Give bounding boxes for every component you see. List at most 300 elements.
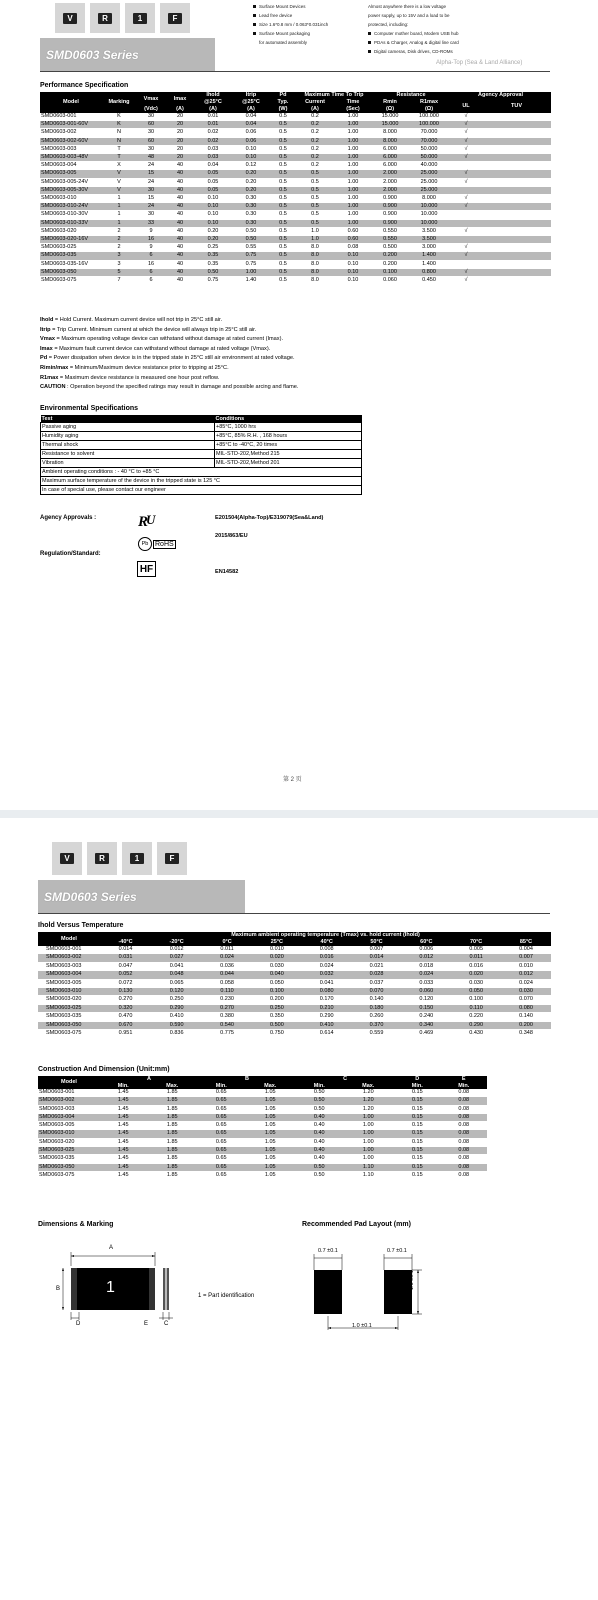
logo-r-text: R: [95, 853, 109, 864]
dim-max-header: Max.: [244, 1083, 296, 1090]
table-cell: 70.000: [408, 129, 450, 137]
table-row: [40, 154, 551, 162]
table-cell: 0.050: [451, 988, 501, 996]
r1max-unit: (Ω): [408, 106, 450, 113]
table-cell: 0.047: [100, 962, 151, 970]
table-cell: 0.2: [296, 129, 334, 137]
table-cell: SMD0603-025: [38, 1004, 100, 1012]
table-cell: [482, 137, 551, 145]
table-cell: 20: [166, 121, 194, 129]
table-cell: 2.000: [372, 178, 408, 186]
alliance-text: Alpha-Top (Sea & Land Alliance): [436, 60, 523, 66]
table-cell: 1.85: [146, 1113, 198, 1121]
table-cell: 0.250: [151, 996, 202, 1004]
table-cell: 0.25: [194, 244, 232, 252]
table-cell: 0.5: [270, 277, 296, 285]
table-cell: SMD0603-001: [38, 1089, 100, 1097]
table-cell: 1.45: [100, 1163, 146, 1171]
note-definition: = Minimum/Maximum device resistance prior to tripping at 25°C.: [69, 364, 229, 371]
table-row: [38, 1122, 487, 1130]
bullet-icon: [253, 23, 256, 26]
feature-item: [253, 20, 328, 29]
table-cell: 0.011: [202, 946, 252, 954]
table-cell: 40: [166, 170, 194, 178]
table-cell: 0.270: [100, 996, 151, 1004]
table-cell: [482, 244, 551, 252]
bullet-icon: [368, 50, 371, 53]
bullet-icon: [368, 41, 371, 44]
table-cell: 15.000: [372, 113, 408, 121]
dimension-table-body: [38, 1089, 487, 1180]
imax-unit: (A): [166, 106, 194, 113]
table-cell: 1.00: [334, 170, 372, 178]
environmental-table: [40, 415, 362, 495]
table-cell: 40: [166, 277, 194, 285]
table-cell: 1.85: [146, 1147, 198, 1155]
pad-width-right: 0.7 ±0.1: [387, 1248, 407, 1254]
table-cell: 2: [102, 227, 136, 235]
table-cell: 0.290: [151, 1004, 202, 1012]
table-cell: 0.016: [302, 954, 352, 962]
note-term: Imax: [40, 345, 53, 352]
note-term: Vmax: [40, 336, 55, 343]
table-cell: 9: [136, 244, 166, 252]
feature-item: [253, 11, 328, 20]
pad-layout-title: Recommended Pad Layout (mm): [302, 1221, 411, 1228]
table-cell: 0.006: [401, 946, 451, 954]
table-cell: 3: [102, 252, 136, 260]
table-cell: SMD0603-003-48V: [40, 154, 102, 162]
note-definition: = Hold Current. Maximum current device will not trip in 25°C still air.: [54, 317, 223, 323]
table-cell: 1.05: [244, 1097, 296, 1105]
table-cell: 20: [166, 137, 194, 145]
table-cell: T: [102, 154, 136, 162]
table-cell: +85°C, 1000 hrs: [215, 423, 362, 432]
table-cell: 0.320: [100, 1004, 151, 1012]
dim-label-d: D: [76, 1321, 81, 1327]
table-cell: 0.037: [352, 979, 402, 987]
logo-f: [157, 842, 187, 875]
table-cell: 0.230: [202, 996, 252, 1004]
table-cell: 0.041: [302, 979, 352, 987]
environmental-table-body: [41, 423, 362, 495]
table-cell: 0.2: [296, 162, 334, 170]
table-cell: 0.15: [394, 1138, 440, 1146]
table-cell: 1.00: [342, 1155, 394, 1163]
table-cell: 2.000: [372, 170, 408, 178]
table-cell: 1.45: [100, 1089, 146, 1097]
table-cell: 0.20: [232, 186, 270, 194]
table-cell: 40: [166, 236, 194, 244]
table-row: [38, 962, 551, 970]
table-row: [40, 211, 551, 219]
table-cell: 40: [166, 244, 194, 252]
table-cell: 0.50: [194, 268, 232, 276]
table-cell: SMD0603-035-16V: [40, 260, 102, 268]
table-cell: 0.5: [270, 186, 296, 194]
table-cell: [450, 219, 482, 227]
table-row: [41, 423, 362, 432]
table-cell: 0.130: [100, 988, 151, 996]
table-row: [38, 946, 551, 954]
table-cell: 0.35: [194, 260, 232, 268]
table-cell: 0.5: [296, 186, 334, 194]
table-cell: 1.00: [342, 1147, 394, 1155]
table-cell: 0.350: [252, 1013, 302, 1021]
table-cell: 0.40: [296, 1122, 342, 1130]
svg-text:U: U: [146, 513, 156, 527]
temp-col-header: 25°C: [252, 939, 302, 946]
table-cell: 0.20: [232, 170, 270, 178]
table-cell: 0.450: [408, 277, 450, 285]
table-cell: 0.5: [270, 203, 296, 211]
table-cell: 0.15: [394, 1147, 440, 1155]
table-cell: 8.0: [296, 277, 334, 285]
table-cell: 0.08: [441, 1113, 488, 1121]
table-cell: SMD0603-002-60V: [40, 137, 102, 145]
table-cell: 1.400: [408, 252, 450, 260]
table-row: [38, 1147, 487, 1155]
table-cell: 0.348: [501, 1030, 551, 1038]
feature-text: for automated assembly: [259, 40, 308, 45]
table-cell: 15: [136, 195, 166, 203]
table-cell: 0.5: [296, 211, 334, 219]
table-cell: 0.5: [270, 121, 296, 129]
table-cell: 0.5: [270, 154, 296, 162]
datasheet-page-2: [0, 818, 598, 1600]
table-cell: X: [102, 162, 136, 170]
table-cell: 0.30: [232, 203, 270, 211]
table-cell: SMD0603-025: [38, 1147, 100, 1155]
performance-title: Performance Specification: [40, 82, 129, 89]
table-cell: 0.20: [194, 227, 232, 235]
pad-width-left: 0.7 ±0.1: [318, 1248, 338, 1254]
table-cell: 0.007: [352, 946, 402, 954]
table-cell: SMD0603-010: [38, 1130, 100, 1138]
table-cell: 0.30: [232, 211, 270, 219]
table-row: [38, 996, 551, 1004]
table-cell: [482, 145, 551, 153]
dim-group-header: E: [441, 1076, 488, 1083]
note-line: [40, 326, 298, 336]
ihold-temp-title: [38, 922, 123, 929]
table-cell: 0.12: [232, 162, 270, 170]
note-definition: = Trip Current. Minimum current at which the device will always trip in 25°C still air.: [52, 326, 257, 333]
table-cell: 40: [166, 178, 194, 186]
table-cell: 0.02: [194, 129, 232, 137]
note-term: Itrip: [40, 326, 51, 333]
table-cell: 0.65: [198, 1155, 244, 1163]
table-cell: SMD0603-075: [38, 1030, 100, 1038]
ul-file-number: E201504(Alpha-Top)/E319079(Sea&Land): [215, 515, 324, 521]
table-cell: 1.00: [334, 121, 372, 129]
table-cell: 9: [136, 227, 166, 235]
table-cell: SMD0603-020: [40, 227, 102, 235]
table-cell: 0.05: [194, 170, 232, 178]
temp-header-row: [38, 939, 551, 946]
table-cell: 0.5: [296, 203, 334, 211]
table-cell: √: [450, 170, 482, 178]
table-row: [41, 468, 362, 477]
table-cell: K: [102, 121, 136, 129]
note-line: [40, 316, 298, 326]
table-cell: 0.35: [194, 252, 232, 260]
table-row: [40, 137, 551, 145]
table-cell: 0.100: [252, 988, 302, 996]
table-cell: √: [450, 154, 482, 162]
table-cell: 0.15: [394, 1113, 440, 1121]
table-cell: [482, 260, 551, 268]
table-cell: 8.0: [296, 260, 334, 268]
dim-max-header: Max.: [342, 1083, 394, 1090]
table-cell: 0.800: [408, 268, 450, 276]
table-cell: SMD0603-003: [38, 962, 100, 970]
table-cell: 1: [102, 203, 136, 211]
temp-span-header: Maximum ambient operating temperature (Tmax) vs. hold current (Ihold): [100, 932, 551, 939]
table-cell: SMD0603-020-16V: [40, 236, 102, 244]
table-row: [40, 203, 551, 211]
table-cell: 0.469: [401, 1030, 451, 1038]
table-row: [38, 1013, 551, 1021]
table-row: [40, 268, 551, 276]
table-cell: 1.45: [100, 1147, 146, 1155]
table-cell: SMD0603-035: [40, 252, 102, 260]
table-cell: [482, 170, 551, 178]
table-row: [38, 1155, 487, 1163]
table-cell: 2: [102, 236, 136, 244]
table-cell: [482, 203, 551, 211]
table-cell: √: [450, 244, 482, 252]
table-cell: √: [450, 129, 482, 137]
table-cell: 40: [166, 268, 194, 276]
pd-typ: Typ.: [270, 99, 296, 106]
table-cell: MIL-STD-202,Method 215: [215, 450, 362, 459]
table-cell: 0.75: [232, 252, 270, 260]
table-cell: 0.5: [270, 145, 296, 153]
table-cell: 40: [166, 162, 194, 170]
table-row: [38, 1097, 487, 1105]
table-cell: 0.210: [302, 1004, 352, 1012]
note-term: Pd: [40, 355, 48, 362]
table-cell: 0.10: [194, 219, 232, 227]
application-text: [368, 20, 459, 29]
table-cell: 0.5: [270, 219, 296, 227]
table-cell: SMD0603-004: [38, 1113, 100, 1121]
table-cell: 1.00: [334, 145, 372, 153]
dim-min-header: Min.: [100, 1083, 146, 1090]
table-cell: 0.041: [151, 962, 202, 970]
table-cell: 0.5: [296, 195, 334, 203]
table-cell: 0.10: [334, 252, 372, 260]
table-cell: [450, 236, 482, 244]
table-cell: 0.5: [270, 170, 296, 178]
table-row: [40, 178, 551, 186]
dim-label-b: B: [56, 1286, 61, 1292]
table-cell: 3.000: [408, 244, 450, 252]
table-cell: +85°C to -40°C, 20 times: [215, 441, 362, 450]
logo-v-text: V: [63, 13, 77, 24]
table-cell: +85°C, 85% R.H. , 168 hours: [215, 432, 362, 441]
table-cell: 30: [136, 145, 166, 153]
table-cell: 0.06: [232, 137, 270, 145]
table-cell: 6: [136, 252, 166, 260]
table-cell: 3.500: [408, 236, 450, 244]
table-cell: [482, 162, 551, 170]
table-cell: 0.018: [401, 962, 451, 970]
table-cell: 0.559: [352, 1030, 402, 1038]
table-cell: 0.10: [334, 260, 372, 268]
col-current: Current: [296, 99, 334, 106]
table-cell: 0.040: [252, 971, 302, 979]
ihold-cond: @25°C: [194, 99, 232, 106]
table-cell: 1.05: [244, 1163, 296, 1171]
table-cell: 1.20: [342, 1097, 394, 1105]
table-cell: 0.080: [302, 988, 352, 996]
table-cell: 0.951: [100, 1030, 151, 1038]
table-cell: SMD0603-010-30V: [40, 211, 102, 219]
table-row: [41, 432, 362, 441]
table-cell: 0.65: [198, 1147, 244, 1155]
table-row: [40, 170, 551, 178]
table-row: [38, 1113, 487, 1121]
col-model: Model: [40, 92, 102, 113]
temp-col-header: -20°C: [151, 939, 202, 946]
table-cell: 1.85: [146, 1163, 198, 1171]
application-line: power supply, up to 15V and a load to be: [368, 13, 450, 18]
ihold-temperature-table: [38, 932, 551, 1038]
table-cell: [482, 113, 551, 121]
table-cell: SMD0603-035: [38, 1013, 100, 1021]
logo-row: [52, 842, 192, 875]
table-cell: √: [450, 195, 482, 203]
table-cell: Ambient operating conditions : - 40 °C to +85 °C: [41, 468, 362, 477]
table-cell: 1.00: [334, 186, 372, 194]
table-cell: 24: [136, 178, 166, 186]
table-cell: 1.85: [146, 1130, 198, 1138]
table-cell: 0.140: [501, 1013, 551, 1021]
col-tuv: TUV: [482, 99, 551, 113]
table-cell: 6: [136, 268, 166, 276]
table-cell: 0.20: [194, 236, 232, 244]
table-cell: 0.65: [198, 1089, 244, 1097]
table-cell: 1.00: [334, 129, 372, 137]
temp-col-header: -40°C: [100, 939, 151, 946]
table-cell: 20: [166, 129, 194, 137]
table-cell: 0.016: [451, 962, 501, 970]
feature-item: [253, 2, 328, 11]
logo-f-text: F: [168, 13, 182, 24]
table-cell: [450, 186, 482, 194]
table-cell: 0.65: [198, 1171, 244, 1179]
application-line: Almost anywhere there is a low voltage: [368, 4, 447, 9]
table-cell: 0.260: [352, 1013, 402, 1021]
table-cell: 0.08: [441, 1122, 488, 1130]
table-cell: 8.0: [296, 244, 334, 252]
table-cell: SMD0603-035: [38, 1155, 100, 1163]
table-cell: [450, 211, 482, 219]
table-cell: 0.2: [296, 121, 334, 129]
table-cell: 0.15: [394, 1130, 440, 1138]
table-cell: SMD0603-005: [38, 979, 100, 987]
feature-text: Surface Mount Devices: [259, 4, 306, 9]
table-row: [38, 1163, 487, 1171]
table-cell: SMD0603-050: [38, 1163, 100, 1171]
table-cell: 0.04: [232, 113, 270, 121]
table-row: [40, 162, 551, 170]
table-cell: 1: [102, 219, 136, 227]
table-cell: Resistance to solvent: [41, 450, 215, 459]
table-cell: 0.08: [441, 1163, 488, 1171]
table-cell: 0.10: [194, 203, 232, 211]
table-cell: 0.200: [372, 252, 408, 260]
dim-label-e: E: [144, 1321, 149, 1327]
table-cell: 1: [102, 195, 136, 203]
table-cell: SMD0603-010: [38, 988, 100, 996]
table-cell: 1.45: [100, 1138, 146, 1146]
table-cell: 0.020: [451, 971, 501, 979]
temp-col-header: 70°C: [451, 939, 501, 946]
table-cell: 0.40: [296, 1147, 342, 1155]
table-cell: 6.000: [372, 162, 408, 170]
table-cell: 0.270: [202, 1004, 252, 1012]
feature-text: Lead free device: [259, 13, 293, 18]
table-cell: 8.000: [372, 129, 408, 137]
table-cell: 0.052: [100, 971, 151, 979]
table-cell: [450, 162, 482, 170]
table-cell: [482, 277, 551, 285]
table-cell: 0.048: [151, 971, 202, 979]
table-cell: 0.30: [232, 195, 270, 203]
table-cell: 0.012: [151, 946, 202, 954]
table-cell: 0.5: [270, 227, 296, 235]
hf-standard: EN14582: [215, 569, 239, 575]
table-row: [38, 979, 551, 987]
table-cell: Vibration: [41, 459, 215, 468]
chip-marking: 1: [106, 1279, 115, 1296]
table-cell: 0.050: [252, 979, 302, 987]
table-cell: 8.000: [408, 195, 450, 203]
pad-height: 1.0 ±0.1: [409, 1270, 415, 1290]
table-cell: 0.900: [372, 195, 408, 203]
table-cell: 24: [136, 162, 166, 170]
table-cell: 0.033: [401, 979, 451, 987]
table-cell: [482, 195, 551, 203]
table-cell: 0.5: [270, 268, 296, 276]
table-cell: T: [102, 145, 136, 153]
table-cell: 10.000: [408, 211, 450, 219]
dim-min-header: Min.: [441, 1083, 488, 1090]
table-cell: 1.00: [334, 219, 372, 227]
table-cell: 0.15: [394, 1163, 440, 1171]
table-cell: 0.030: [501, 988, 551, 996]
table-cell: 1.20: [342, 1089, 394, 1097]
table-cell: 0.200: [252, 996, 302, 1004]
logo-1: [125, 3, 155, 33]
application-item: [368, 29, 459, 38]
table-cell: 0.02: [194, 137, 232, 145]
table-row: [38, 971, 551, 979]
table-cell: 1.0: [296, 236, 334, 244]
table-cell: 0.100: [451, 996, 501, 1004]
table-cell: 0.08: [441, 1097, 488, 1105]
table-cell: SMD0603-020: [38, 996, 100, 1004]
table-cell: 1.05: [244, 1122, 296, 1130]
table-row: [40, 121, 551, 129]
col-itrip: Itrip: [232, 92, 270, 99]
table-cell: 50.000: [408, 154, 450, 162]
table-cell: 0.30: [232, 219, 270, 227]
table-row: [40, 186, 551, 194]
